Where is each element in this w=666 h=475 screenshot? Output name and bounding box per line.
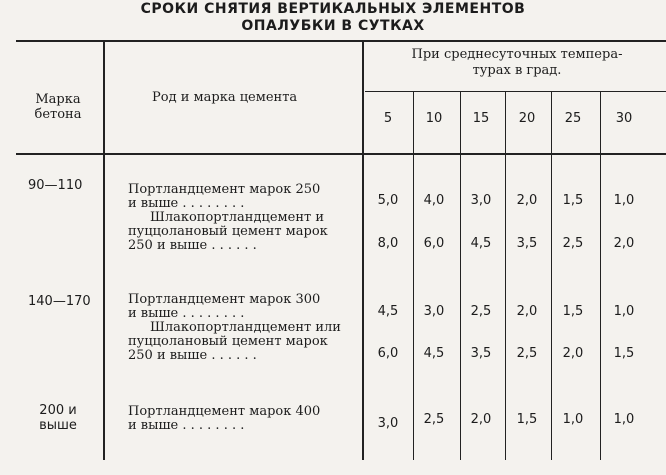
value-cell: 2,0 — [562, 346, 584, 361]
cement-row-line2: и выше . . . . . . . . — [128, 306, 245, 321]
cement-row-line1: Портландцемент марок 400 — [128, 404, 321, 419]
cement-row-line1: Портландцемент марок 300 — [128, 292, 321, 307]
header-temp-line1: При среднесуточных темпера- — [411, 47, 623, 62]
table-top-rule — [16, 40, 666, 42]
value-cell: 1,5 — [562, 193, 584, 208]
value-cell: 1,5 — [562, 304, 584, 319]
value-cell: 4,5 — [423, 346, 445, 361]
col-divider-15 — [460, 91, 461, 460]
col-divider-grade — [103, 40, 105, 460]
value-cell: 6,0 — [377, 346, 399, 361]
value-cell: 2,0 — [516, 193, 538, 208]
grade-label-line2: выше — [39, 418, 77, 433]
header-temp-15: 15 — [472, 111, 490, 126]
cement-row-line2: 250 и выше . . . . . . — [128, 238, 257, 253]
grade-label: 140—170 — [28, 294, 91, 309]
value-cell: 1,0 — [613, 304, 635, 319]
col-divider-cement — [362, 40, 364, 460]
value-cell: 5,0 — [377, 193, 399, 208]
value-cell: 4,5 — [470, 236, 492, 251]
value-cell: 4,5 — [377, 304, 399, 319]
header-temp-5: 5 — [383, 111, 393, 126]
grade-label: 90—110 — [28, 178, 83, 193]
value-cell: 2,5 — [516, 346, 538, 361]
table-title-line1: СРОКИ СНЯТИЯ ВЕРТИКАЛЬНЫХ ЭЛЕМЕНТОВ — [140, 1, 526, 17]
header-cement: Род и марка цемента — [152, 90, 298, 105]
cement-row-line0: Шлакопортландцемент и — [150, 210, 324, 225]
value-cell: 3,5 — [470, 346, 492, 361]
value-cell: 3,0 — [470, 193, 492, 208]
value-cell: 2,0 — [470, 412, 492, 427]
header-grade-line1: Марка — [35, 92, 81, 107]
header-temp-10: 10 — [425, 111, 443, 126]
col-divider-25 — [551, 91, 552, 460]
grade-label-line1: 200 и — [39, 403, 77, 418]
header-temp-25: 25 — [564, 111, 582, 126]
value-cell: 3,5 — [516, 236, 538, 251]
header-temp-line2: турах в град. — [472, 63, 562, 78]
value-cell: 1,5 — [516, 412, 538, 427]
header-bottom-rule — [16, 153, 666, 155]
value-cell: 2,0 — [516, 304, 538, 319]
cement-row-line2: 250 и выше . . . . . . — [128, 348, 257, 363]
value-cell: 1,0 — [613, 412, 635, 427]
cement-row-line1: пуццолановый цемент марок — [128, 224, 328, 239]
cement-row-line0: Шлакопортландцемент или — [150, 320, 341, 335]
value-cell: 2,5 — [562, 236, 584, 251]
temp-subheader-rule — [365, 91, 666, 92]
cement-row-line2: и выше . . . . . . . . — [128, 418, 245, 433]
col-divider-10 — [413, 91, 414, 460]
cement-row-line1: пуццолановый цемент марок — [128, 334, 328, 349]
col-divider-20 — [505, 91, 506, 460]
value-cell: 1,0 — [613, 193, 635, 208]
table-title-line2: ОПАЛУБКИ В СУТКАХ — [241, 18, 425, 34]
value-cell: 3,0 — [377, 416, 399, 431]
value-cell: 4,0 — [423, 193, 445, 208]
value-cell: 2,0 — [613, 236, 635, 251]
value-cell: 6,0 — [423, 236, 445, 251]
value-cell: 2,5 — [470, 304, 492, 319]
value-cell: 8,0 — [377, 236, 399, 251]
header-temp-20: 20 — [518, 111, 536, 126]
col-divider-30 — [600, 91, 601, 460]
value-cell: 1,0 — [562, 412, 584, 427]
cement-row-line2: и выше . . . . . . . . — [128, 196, 245, 211]
value-cell: 2,5 — [423, 412, 445, 427]
value-cell: 3,0 — [423, 304, 445, 319]
header-temp-30: 30 — [615, 111, 633, 126]
value-cell: 1,5 — [613, 346, 635, 361]
cement-row-line1: Портландцемент марок 250 — [128, 182, 321, 197]
header-grade-line2: бетона — [34, 107, 82, 122]
